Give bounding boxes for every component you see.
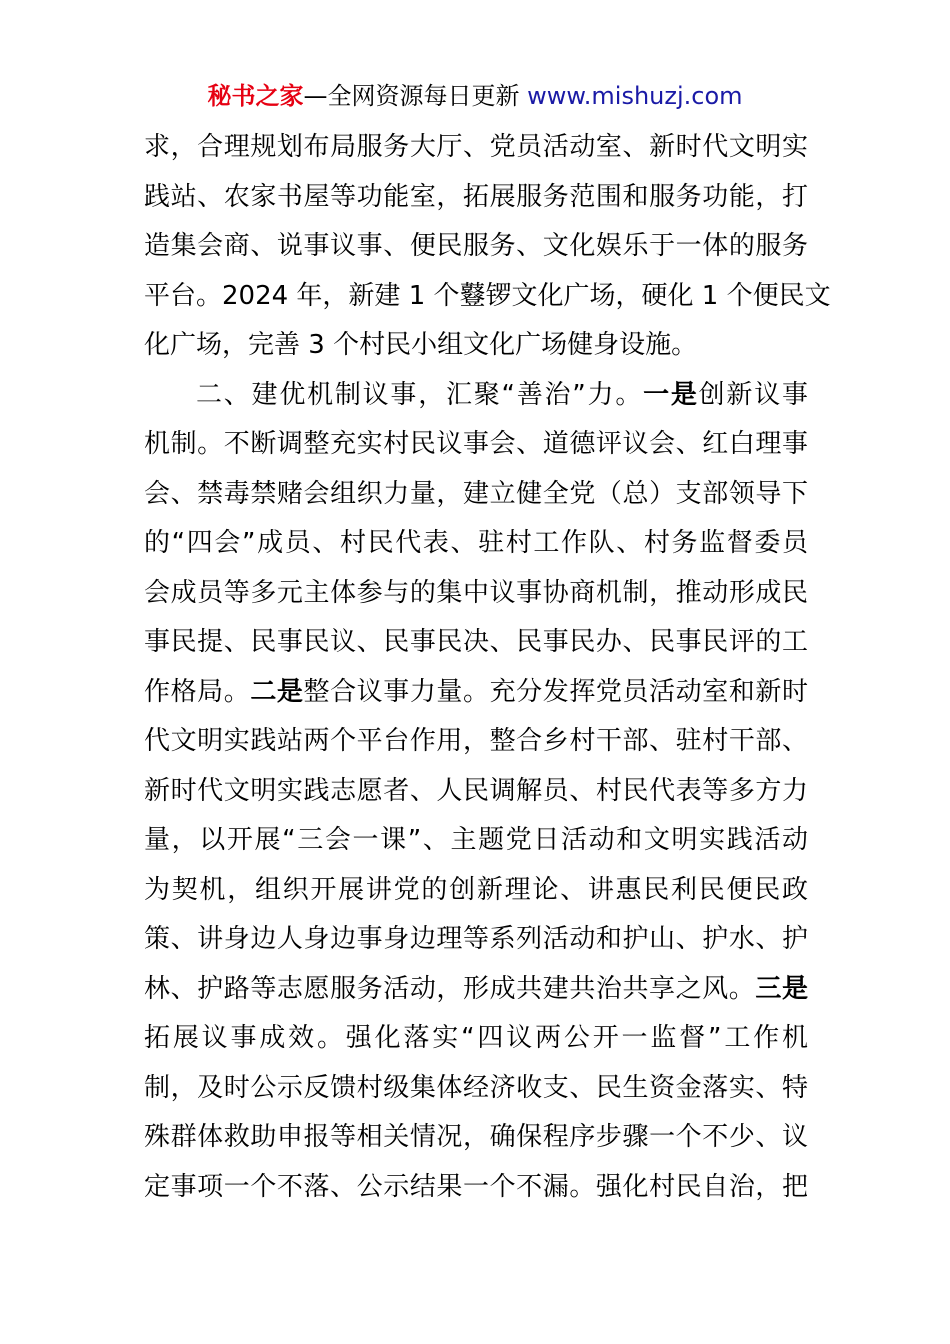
text-line: 为契机，组织开展讲党的创新理论、讲惠民利民便民政 xyxy=(144,874,808,905)
text-line: 作格局。二是整合议事力量。充分发挥党员活动室和新时 xyxy=(144,676,808,707)
text-line: 机制。不断调整充实村民议事会、道德评议会、红白理事 xyxy=(144,429,808,459)
text-line: 化广场，完善 3 个村民小组文化广场健身设施。 xyxy=(144,330,698,360)
text-line: 策、讲身边人身边事身边理等系列活动和护山、护水、护 xyxy=(144,924,808,954)
text-line: 制，及时公示反馈村级集体经济收支、民生资金落实、特 xyxy=(144,1072,808,1103)
text-line: 会、禁毒禁赌会组织力量，建立健全党（总）支部领导下 xyxy=(144,478,808,509)
text-line: 求，合理规划布局服务大厅、党员活动室、新时代文明实 xyxy=(144,132,808,162)
text-line: 林、护路等志愿服务活动，形成共建共治共享之风。三是 xyxy=(144,973,808,1004)
bold-marker: 二是 xyxy=(250,676,304,707)
site-url-link[interactable]: www.mishuzj.com xyxy=(527,82,743,110)
text-line: 造集会商、说事议事、便民服务、文化娱乐于一体的服务 xyxy=(144,231,808,261)
text-line: 代文明实践站两个平台作用，整合乡村干部、驻村干部、 xyxy=(144,726,808,756)
text-line: 殊群体救助申报等相关情况，确保程序步骤一个不少、议 xyxy=(144,1122,808,1152)
text-line: 量，以开展“三会一课”、主题党日活动和文明实践活动 xyxy=(144,825,808,855)
site-tagline: —全网资源每日更新 xyxy=(303,82,528,110)
text-line: 事民提、民事民议、民事民决、民事民办、民事民评的工 xyxy=(144,627,808,657)
section-heading-line: 二、建优机制议事，汇聚“善治”力。一是创新议事 xyxy=(196,379,808,410)
text-line: 的“四会”成员、村民代表、驻村工作队、村务监督委员 xyxy=(144,528,808,558)
bold-marker: 三是 xyxy=(755,973,808,1004)
site-brand: 秘书之家 xyxy=(207,82,304,110)
text-line: 会成员等多元主体参与的集中议事协商机制，推动形成民 xyxy=(144,577,808,608)
site-header xyxy=(0,80,950,112)
text-line: 新时代文明实践志愿者、人民调解员、村民代表等多方力 xyxy=(144,775,808,806)
bold-marker: 一是 xyxy=(643,379,699,410)
text-line: 平台。2024 年，新建 1 个鼟锣文化广场，硬化 1 个便民文 xyxy=(144,280,831,311)
text-line: 拓展议事成效。强化落实“四议两公开一监督”工作机 xyxy=(144,1023,808,1053)
text-line: 践站、农家书屋等功能室，拓展服务范围和服务功能，打 xyxy=(144,181,808,212)
text-line: 定事项一个不落、公示结果一个不漏。强化村民自治，把 xyxy=(144,1171,808,1202)
document-body xyxy=(144,123,831,1212)
